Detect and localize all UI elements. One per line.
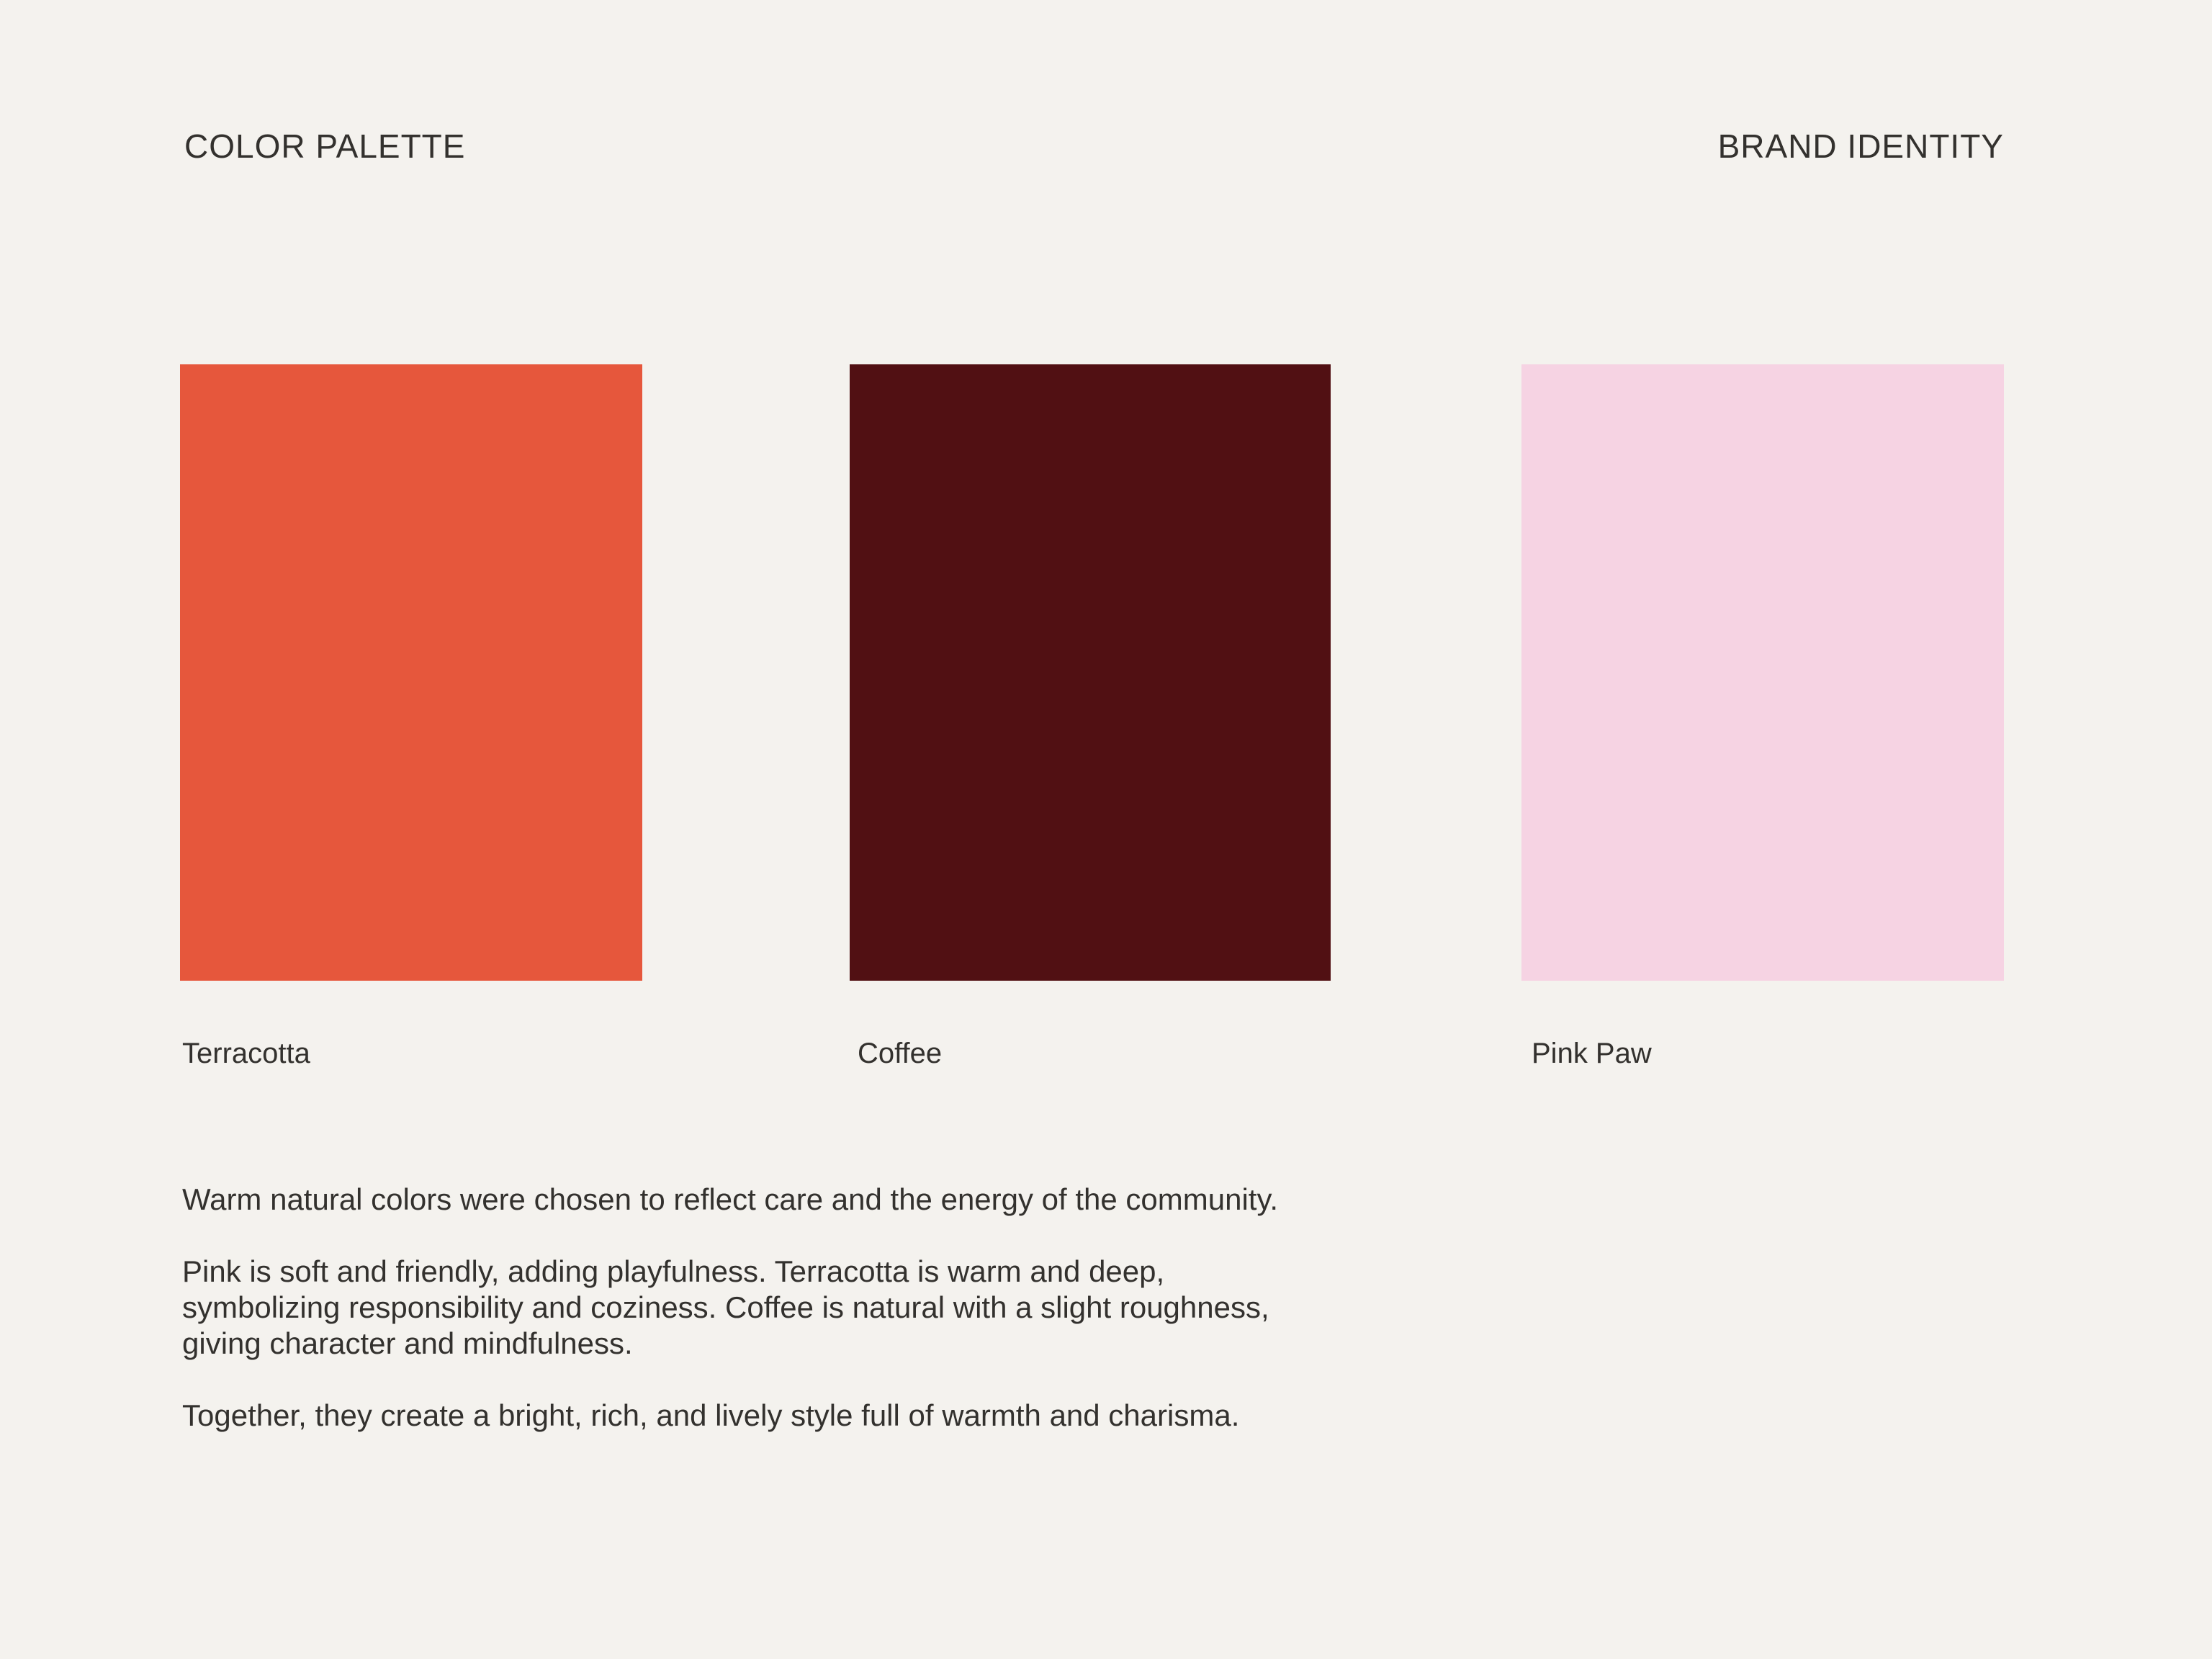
palette-description — [182, 1182, 1406, 1470]
page-title: COLOR PALETTE — [184, 127, 466, 165]
description-paragraph — [182, 1254, 1406, 1362]
color-swatch-coffee — [850, 364, 1331, 981]
swatch-name-terracotta: Terracotta — [182, 1038, 310, 1069]
swatch-name-pink-paw: Pink Paw — [1532, 1038, 1652, 1069]
description-paragraph — [182, 1182, 1406, 1218]
description-text: symbolizing responsibility and coziness. Coffee is natural with a slight roughness, — [182, 1290, 1269, 1324]
color-swatch-pink-paw — [1521, 364, 2004, 981]
description-paragraph — [182, 1398, 1406, 1434]
swatch-name-coffee: Coffee — [858, 1038, 943, 1069]
description-text: Pink is soft and friendly, adding playfulness. Terracotta is warm and deep, — [182, 1254, 1165, 1288]
document-title: BRAND IDENTITY — [1717, 127, 2004, 165]
description-text: Warm natural colors were chosen to reflect care and the energy of the community. — [182, 1182, 1279, 1216]
description-text: Together, they create a bright, rich, and lively style full of warmth and charisma. — [182, 1398, 1240, 1432]
description-text: giving character and mindfulness. — [182, 1326, 633, 1360]
color-swatch-terracotta — [180, 364, 642, 981]
